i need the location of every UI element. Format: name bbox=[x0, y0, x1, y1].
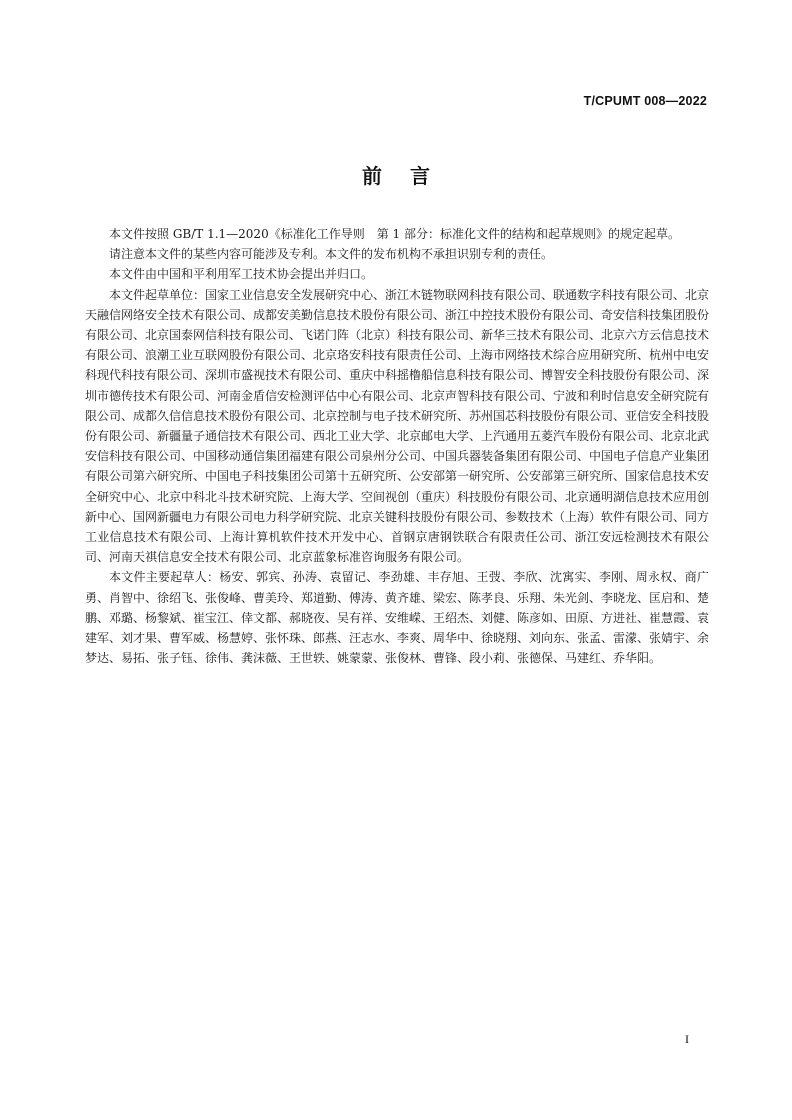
paragraph-proposer: 本文件由中国和平利用军工技术协会提出并归口。 bbox=[109, 267, 374, 282]
paragraph-drafters: 本文件主要起草人：杨安、郭宾、孙涛、袁留记、李劲雄、丰存旭、王弢、李欣、沈寓实、李刚、周永权、商广勇、肖智中、徐绍飞、张俊峰、曹美玲、郑道勤、傅涛、黄齐雄、梁宏、陈孝良、乐翔、朱光剑、李晓龙、匡启和、楚鹏、邓璐、杨黎斌、崔宝江、倖文都、郝晓夜、吴有祥、安维嵘、王绍杰、刘健、陈彦如、田原、方进社、崔慧霞、袁建军、刘才果、曹军威、杨慧婷、张怀珠、郎燕、汪志水、李爽、周华中、徐晓翔、刘向东、张孟、雷濛、张婧宇、余梦达、易拓、张子钰、徐伟、龚沫薇、王世轶、姚蒙蒙、张俊林、曹锋、段小莉、张德保、马建红、乔华阳。 bbox=[85, 570, 710, 666]
paragraph-drafting-rules: 本文件按照 GB/T 1.1—2020《标准化工作导则 第 1 部分：标准化文件的结构和起草规则》的规定起草。 bbox=[109, 227, 680, 241]
page-title: 前言 bbox=[362, 164, 458, 188]
paragraph-drafting-units: 本文件起草单位：国家工业信息安全发展研究中心、浙江木链物联网科技有限公司、联通数字科技有限公司、北京天融信网络安全技术有限公司、成都安美勤信息技术股份有限公司、浙江中控技术股份有限公司、奇安信科技集团股份有限公司、北京国泰网信科技有限公司、飞诺门阵（北京）科技有限公司、新华三技术有限公司、北京六方云信息技术有限公司、浪潮工业互联网股份有限公司、北京珞安科技有限责任公司、上海市网络技术综合应用研究所、杭州中电安科现代科技有限公司、深圳市盛视技术有限公司、重庆中科摇橹船信息科技有限公司、博智安全科技股份有限公司、深圳市德传技术有限公司、河南金盾信安检测评估中心有限公司、北京声智科技有限公司、宁波和利时信息安全研究院有限公司、成都久信信息技术股份有限公司、北京控制与电子技术研究所、苏州国芯科技股份有限公司、亚信安全科技股份有限公司、新疆量子通信技术有限公司、西北工业大学、北京邮电大学、上汽通用五菱汽车股份有限公司、北京北武安信科技有限公司、中国移动通信集团福建有限公司泉州分公司、中国兵器装备集团有限公司、中国电子信息产业集团有限公司第六研究所、中国电子科技集团公司第十五研究所、公安部第一研究所、公安部第三研究所、国家信息技术安全研究中心、北京中科北斗技术研究院、上海大学、空间视创（重庆）科技股份有限公司、北京通明湖信息技术应用创新中心、国网新疆电力有限公司电力科学研究院、北京关键科技股份有限公司、参数技术（上海）软件有限公司、同方工业信息技术有限公司、上海计算机软件技术开发中心、首钢京唐钢铁联合有限责任公司、浙江安远检测技术有限公司、河南天祺信息安全技术有限公司、北京蓝象标准咨询服务有限公司。 bbox=[85, 287, 710, 565]
document-body bbox=[85, 224, 709, 668]
paragraph-patent-notice: 请注意本文件的某些内容可能涉及专利。本文件的发布机构不承担识别专利的责任。 bbox=[109, 247, 554, 262]
page-number: I bbox=[685, 1032, 689, 1046]
document-code: T/CPUMT 008—2022 bbox=[583, 94, 707, 108]
